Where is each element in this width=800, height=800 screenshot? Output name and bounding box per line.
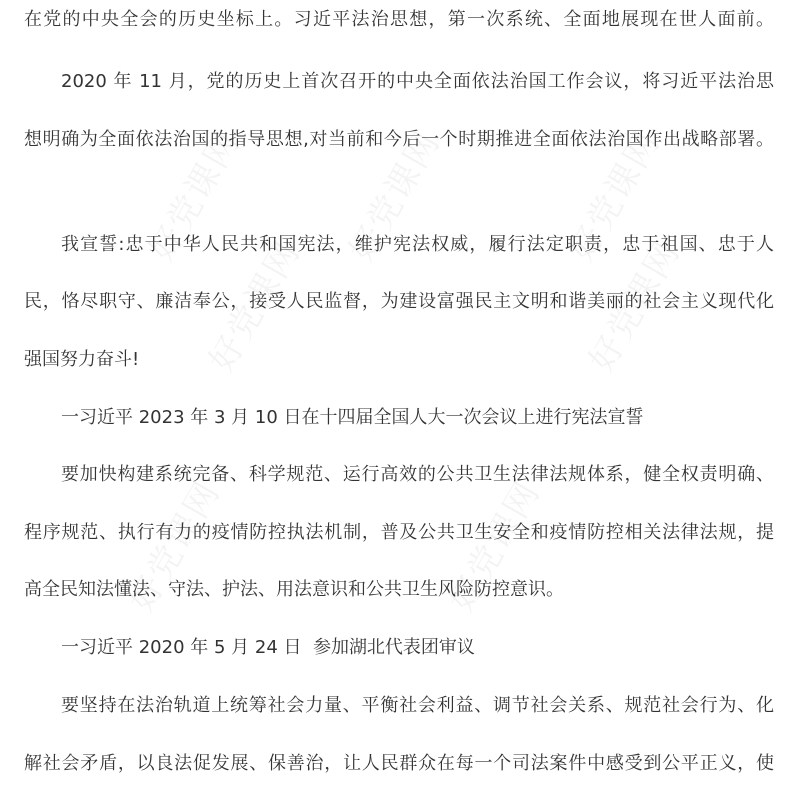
paragraph-line: 想明确为全面依法治国的指导思想,对当前和今后一个时期推进全面依法治国作出战略部署。 bbox=[24, 129, 774, 150]
oath-line: 民，恪尽职守、廉洁奉公，接受人民监督，为建设富强民主文明和谐美丽的社会主义现代化 bbox=[24, 291, 774, 312]
paragraph-line: 在党的中央全会的历史坐标上。习近平法治思想，第一次系统、全面地展现在世人面前。 bbox=[24, 9, 774, 30]
quote-attribution: 一习近平 2020 年 5 月 24 日 参加湖北代表团审议 bbox=[61, 637, 475, 658]
oath-line: 强国努力奋斗! bbox=[24, 349, 140, 370]
paragraph-line: 高全民知法懂法、守法、护法、用法意识和公共卫生风险防控意识。 bbox=[24, 579, 564, 600]
paragraph-line: 要坚持在法治轨道上统筹社会力量、平衡社会利益、调节社会关系、规范社会行为、化 bbox=[61, 695, 774, 716]
paragraph-line: 要加快构建系统完备、科学规范、运行高效的公共卫生法律法规体系，健全权责明确、 bbox=[61, 464, 774, 485]
quote-attribution: 一习近平 2023 年 3 月 10 日在十四届全国人大一次会议上进行宪法宣誓 bbox=[61, 407, 644, 428]
paragraph-line: 2020 年 11 月，党的历史上首次召开的中央全面依法治国工作会议，将习近平法治思 bbox=[61, 71, 774, 92]
oath-line: 我宣誓:忠于中华人民共和国宪法，维护宪法权威，履行法定职责，忠于祖国、忠于人 bbox=[61, 234, 774, 255]
paragraph-line: 程序规范、执行有力的疫情防控执法机制，普及公共卫生安全和疫情防控相关法律法规，提 bbox=[24, 522, 774, 543]
paragraph-line: 解社会矛盾，以良法促发展、保善治，让人民群众在每一个司法案件中感受到公平正义，使 bbox=[24, 753, 774, 774]
